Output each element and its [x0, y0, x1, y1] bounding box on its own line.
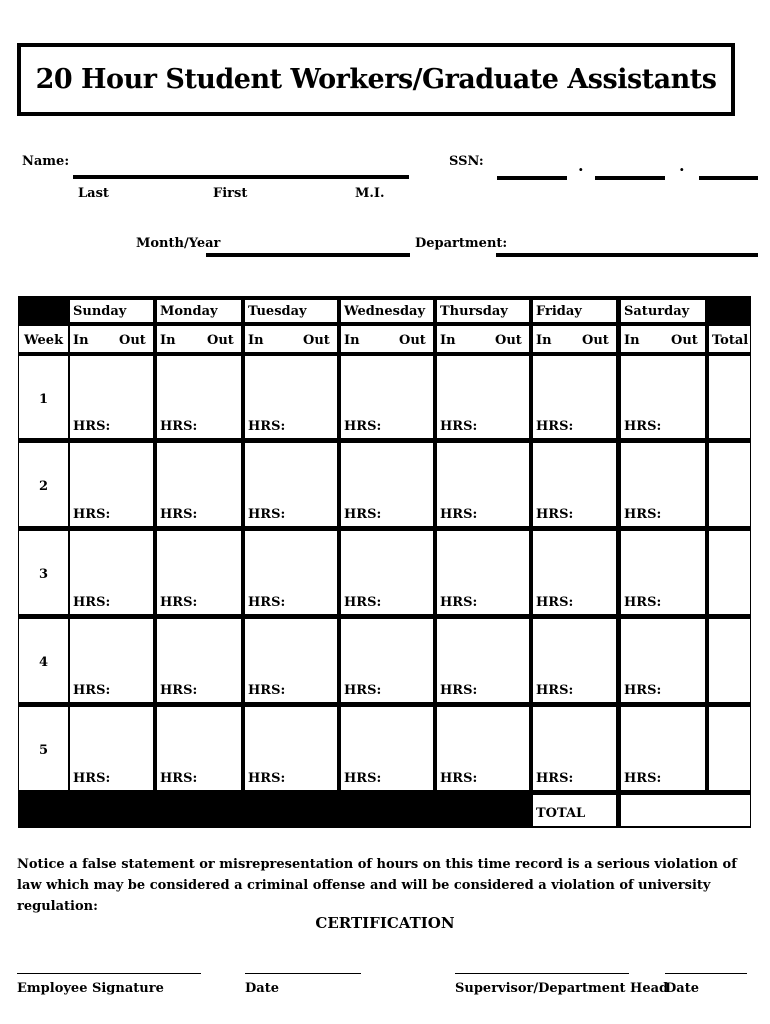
week-number: 4	[38, 655, 49, 670]
date-line-2[interactable]	[665, 973, 747, 974]
ssn-field-1[interactable]	[497, 176, 567, 180]
day-header-label: Saturday	[624, 304, 690, 319]
hours-cell-wednesday[interactable]	[341, 443, 433, 526]
supervisor-label: Supervisor/Department Head	[455, 981, 669, 996]
in-out-header	[341, 326, 433, 352]
hrs-label: HRS:	[440, 771, 478, 786]
week-number: 2	[38, 479, 49, 494]
date-label-1: Date	[245, 981, 279, 996]
certification-heading: CERTIFICATION	[315, 914, 455, 932]
page-title: 20 Hour Student Workers/Graduate Assistants	[35, 64, 717, 95]
hours-cell-thursday[interactable]	[437, 356, 529, 438]
day-header-friday	[533, 300, 616, 322]
in-out-header	[533, 326, 616, 352]
hours-cell-sunday[interactable]	[70, 443, 153, 526]
date-label-2: Date	[665, 981, 699, 996]
hours-cell-thursday[interactable]	[437, 443, 529, 526]
hours-cell-monday[interactable]	[157, 707, 241, 790]
day-header-label: Thursday	[440, 304, 508, 319]
in-label: In	[536, 333, 552, 348]
ssn-label: SSN:	[449, 154, 484, 169]
hrs-label: HRS:	[624, 595, 662, 610]
hours-cell-tuesday[interactable]	[245, 443, 337, 526]
week-total-cell[interactable]	[709, 707, 750, 790]
hours-cell-sunday[interactable]	[70, 619, 153, 702]
week-total-cell[interactable]	[709, 531, 750, 614]
hours-cell-thursday[interactable]	[437, 531, 529, 614]
day-header-label: Monday	[160, 304, 218, 319]
day-header-label: Tuesday	[248, 304, 307, 319]
in-label: In	[624, 333, 640, 348]
name-label: Name:	[22, 154, 70, 169]
out-label: Out	[495, 333, 522, 348]
grand-total-label: TOTAL	[536, 806, 586, 821]
day-header-label: Wednesday	[344, 304, 426, 319]
hrs-label: HRS:	[160, 595, 198, 610]
total-column-header	[709, 326, 750, 352]
out-label: Out	[119, 333, 146, 348]
supervisor-signature-line[interactable]	[455, 973, 629, 974]
in-label: In	[440, 333, 456, 348]
week-number: 3	[38, 567, 49, 582]
in-label: In	[344, 333, 360, 348]
hrs-label: HRS:	[160, 507, 198, 522]
day-header-saturday	[621, 300, 705, 322]
week-number: 5	[38, 743, 49, 758]
hrs-label: HRS:	[344, 595, 382, 610]
week-total-cell[interactable]	[709, 619, 750, 702]
hours-cell-tuesday[interactable]	[245, 356, 337, 438]
week-number-cell	[19, 619, 68, 702]
hrs-label: HRS:	[624, 507, 662, 522]
hrs-label: HRS:	[624, 771, 662, 786]
hours-cell-wednesday[interactable]	[341, 707, 433, 790]
week-total-cell[interactable]	[709, 356, 750, 438]
hours-cell-sunday[interactable]	[70, 707, 153, 790]
hrs-label: HRS:	[160, 771, 198, 786]
day-header-tuesday	[245, 300, 337, 322]
day-header-label: Sunday	[73, 304, 127, 319]
in-label: In	[160, 333, 176, 348]
week-header-label: Week	[24, 333, 64, 348]
in-out-header	[70, 326, 153, 352]
hrs-label: HRS:	[440, 419, 478, 434]
title-box	[17, 43, 735, 116]
hrs-label: HRS:	[344, 771, 382, 786]
hours-cell-sunday[interactable]	[70, 356, 153, 438]
hours-cell-friday[interactable]	[533, 443, 616, 526]
hrs-label: HRS:	[73, 595, 111, 610]
hours-cell-saturday[interactable]	[621, 531, 705, 614]
department-label: Department:	[415, 236, 508, 251]
hours-cell-friday[interactable]	[533, 707, 616, 790]
out-label: Out	[582, 333, 609, 348]
hours-cell-tuesday[interactable]	[245, 619, 337, 702]
department-field[interactable]	[496, 253, 758, 257]
hours-cell-thursday[interactable]	[437, 707, 529, 790]
grand-total-value-cell[interactable]	[621, 795, 750, 826]
hours-cell-wednesday[interactable]	[341, 619, 433, 702]
hrs-label: HRS:	[536, 507, 574, 522]
hrs-label: HRS:	[536, 419, 574, 434]
ssn-separator: .	[679, 156, 685, 175]
hours-cell-tuesday[interactable]	[245, 707, 337, 790]
total-column-label: Total	[712, 333, 749, 348]
hours-cell-wednesday[interactable]	[341, 356, 433, 438]
ssn-field-3[interactable]	[699, 176, 758, 180]
out-label: Out	[671, 333, 698, 348]
week-number-cell	[19, 443, 68, 526]
last-label: Last	[78, 186, 109, 201]
hrs-label: HRS:	[624, 683, 662, 698]
in-label: In	[248, 333, 264, 348]
hours-cell-friday[interactable]	[533, 531, 616, 614]
day-header-wednesday	[341, 300, 433, 322]
hrs-label: HRS:	[536, 771, 574, 786]
hours-cell-tuesday[interactable]	[245, 531, 337, 614]
hrs-label: HRS:	[160, 419, 198, 434]
in-out-header	[157, 326, 241, 352]
employee-signature-label: Employee Signature	[17, 981, 164, 996]
hrs-label: HRS:	[440, 507, 478, 522]
day-header-monday	[157, 300, 241, 322]
day-header-sunday	[70, 300, 153, 322]
week-number-cell	[19, 531, 68, 614]
out-label: Out	[303, 333, 330, 348]
hrs-label: HRS:	[440, 683, 478, 698]
hrs-label: HRS:	[73, 683, 111, 698]
date-line-1[interactable]	[245, 973, 361, 974]
hrs-label: HRS:	[536, 595, 574, 610]
hrs-label: HRS:	[160, 683, 198, 698]
mi-label: M.I.	[355, 186, 385, 201]
hrs-label: HRS:	[344, 507, 382, 522]
monthyear-field[interactable]	[206, 253, 410, 257]
week-number-cell	[19, 707, 68, 790]
hrs-label: HRS:	[248, 507, 286, 522]
hours-cell-friday[interactable]	[533, 356, 616, 438]
out-label: Out	[399, 333, 426, 348]
timesheet-table	[18, 296, 751, 828]
hrs-label: HRS:	[73, 771, 111, 786]
week-header	[19, 326, 68, 352]
hrs-label: HRS:	[73, 507, 111, 522]
employee-signature-line[interactable]	[17, 973, 201, 974]
ssn-separator: .	[578, 156, 584, 175]
hours-cell-sunday[interactable]	[70, 531, 153, 614]
week-number-cell	[19, 356, 68, 438]
name-field[interactable]	[73, 175, 409, 179]
day-header-thursday	[437, 300, 529, 322]
hours-cell-wednesday[interactable]	[341, 531, 433, 614]
hrs-label: HRS:	[344, 419, 382, 434]
in-out-header	[437, 326, 529, 352]
hours-cell-saturday[interactable]	[621, 443, 705, 526]
hrs-label: HRS:	[248, 595, 286, 610]
hours-cell-saturday[interactable]	[621, 619, 705, 702]
out-label: Out	[207, 333, 234, 348]
hours-cell-monday[interactable]	[157, 531, 241, 614]
week-number: 1	[38, 392, 49, 407]
hrs-label: HRS:	[73, 419, 111, 434]
hours-cell-saturday[interactable]	[621, 356, 705, 438]
hours-cell-monday[interactable]	[157, 443, 241, 526]
in-out-header	[621, 326, 705, 352]
hours-cell-saturday[interactable]	[621, 707, 705, 790]
hrs-label: HRS:	[248, 771, 286, 786]
hours-cell-monday[interactable]	[157, 356, 241, 438]
first-label: First	[213, 186, 248, 201]
in-out-header	[245, 326, 337, 352]
hours-cell-monday[interactable]	[157, 619, 241, 702]
hrs-label: HRS:	[624, 419, 662, 434]
notice-text: Notice a false statement or misrepresentation of hours on this time record is a serious violation of law which may be considered a criminal offense and will be considered a violation of university regulation:	[17, 857, 737, 914]
hrs-label: HRS:	[536, 683, 574, 698]
hrs-label: HRS:	[344, 683, 382, 698]
monthyear-label: Month/Year	[136, 236, 221, 251]
hrs-label: HRS:	[248, 419, 286, 434]
ssn-field-2[interactable]	[595, 176, 665, 180]
hrs-label: HRS:	[248, 683, 286, 698]
hours-cell-friday[interactable]	[533, 619, 616, 702]
grand-total-label-cell	[533, 795, 616, 826]
in-label: In	[73, 333, 89, 348]
hours-cell-thursday[interactable]	[437, 619, 529, 702]
hrs-label: HRS:	[440, 595, 478, 610]
day-header-label: Friday	[536, 304, 582, 319]
week-total-cell[interactable]	[709, 443, 750, 526]
